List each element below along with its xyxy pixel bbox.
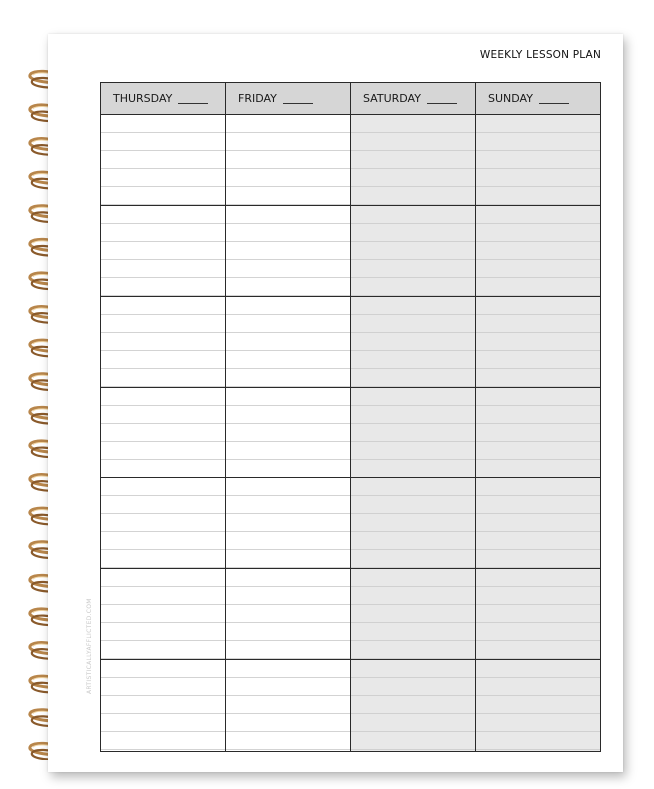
watermark-text: ARTISTICALLYAFFLICTED.COM (86, 598, 93, 694)
planner-page (48, 34, 623, 772)
planner-cell-thursday-3[interactable] (101, 297, 226, 388)
day-header-thursday (101, 83, 226, 115)
date-blank[interactable] (178, 94, 208, 104)
planner-cell-sunday-1[interactable] (476, 115, 600, 206)
day-header-saturday (351, 83, 476, 115)
planner-cell-thursday-5[interactable] (101, 478, 226, 569)
planner-cell-thursday-6[interactable] (101, 569, 226, 660)
planner-cell-sunday-6[interactable] (476, 569, 600, 660)
planner-cell-thursday-2[interactable] (101, 206, 226, 297)
planner-cell-sunday-3[interactable] (476, 297, 600, 388)
day-label: FRIDAY (238, 92, 277, 105)
planner-cell-thursday-4[interactable] (101, 388, 226, 479)
day-header-sunday (476, 83, 600, 115)
day-label: SATURDAY (363, 92, 421, 105)
planner-cell-sunday-5[interactable] (476, 478, 600, 569)
planner-cell-sunday-7[interactable] (476, 660, 600, 751)
planner-cell-friday-5[interactable] (226, 478, 351, 569)
planner-cell-friday-4[interactable] (226, 388, 351, 479)
planner-cell-saturday-3[interactable] (351, 297, 476, 388)
date-blank[interactable] (539, 94, 569, 104)
planner-cell-friday-6[interactable] (226, 569, 351, 660)
planner-cell-friday-7[interactable] (226, 660, 351, 751)
planner-cell-saturday-2[interactable] (351, 206, 476, 297)
weekly-planner-grid (100, 82, 601, 752)
planner-cell-friday-3[interactable] (226, 297, 351, 388)
planner-cell-thursday-7[interactable] (101, 660, 226, 751)
planner-cell-saturday-7[interactable] (351, 660, 476, 751)
planner-cell-thursday-1[interactable] (101, 115, 226, 206)
date-blank[interactable] (283, 94, 313, 104)
page-title: WEEKLY LESSON PLAN (479, 49, 601, 61)
planner-cell-sunday-2[interactable] (476, 206, 600, 297)
planner-cell-sunday-4[interactable] (476, 388, 600, 479)
planner-cell-friday-2[interactable] (226, 206, 351, 297)
planner-cell-friday-1[interactable] (226, 115, 351, 206)
planner-cell-saturday-4[interactable] (351, 388, 476, 479)
day-label: THURSDAY (113, 92, 173, 105)
planner-cell-saturday-5[interactable] (351, 478, 476, 569)
planner-cell-saturday-6[interactable] (351, 569, 476, 660)
day-header-friday (226, 83, 351, 115)
day-label: SUNDAY (488, 92, 533, 105)
planner-cell-saturday-1[interactable] (351, 115, 476, 206)
date-blank[interactable] (427, 94, 457, 104)
